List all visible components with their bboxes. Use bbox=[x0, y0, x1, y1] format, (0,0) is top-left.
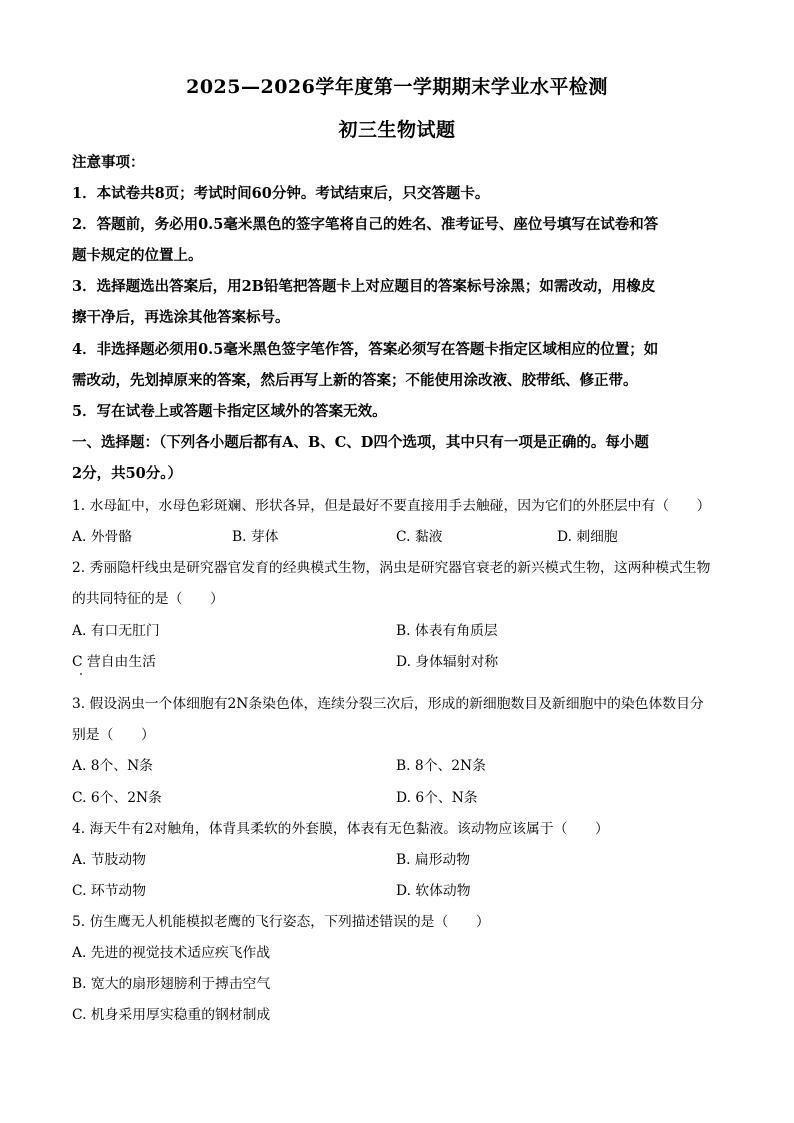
question-4-option-c: C. 环节动物 bbox=[72, 883, 147, 899]
question-2-option-a: A. 有口无肛门 bbox=[72, 623, 160, 639]
question-1-option-c: C. 黏液 bbox=[396, 529, 443, 545]
exam-subtitle: 初三生物试题 bbox=[338, 119, 456, 141]
stray-dot bbox=[80, 673, 82, 675]
question-2-option-c: C 营自由生活 bbox=[72, 654, 156, 670]
question-1-stem: 1. 水母缸中，水母色彩斑斓、形状各异，但是最好不要直接用手去触碰，因为它们的外胚层中有（ ） bbox=[72, 498, 711, 514]
question-4-option-b: B. 扁形动物 bbox=[396, 852, 471, 868]
note-line: 需改动，先划掉原来的答案，然后再写上新的答案；不能使用涂改液、胶带纸、修正带。 bbox=[72, 372, 638, 389]
question-4-option-d: D. 软体动物 bbox=[396, 883, 471, 899]
question-2-option-b: B. 体表有角质层 bbox=[396, 623, 498, 639]
question-1-option-d: D. 刺细胞 bbox=[557, 529, 618, 545]
question-5-option-a: A. 先进的视觉技术适应疾飞作战 bbox=[72, 945, 271, 961]
notes-heading: 注意事项： bbox=[72, 154, 145, 171]
question-5-stem: 5. 仿生鹰无人机能模拟老鹰的飞行姿态，下列描述错误的是（ ） bbox=[72, 914, 490, 930]
question-1-option-a: A. 外骨骼 bbox=[72, 529, 133, 545]
question-2-stem-cont: 的共同特征的是（ ） bbox=[72, 591, 224, 607]
question-3-option-a: A. 8个、N条 bbox=[72, 758, 153, 774]
exam-title: 2025—2026学年度第一学期期末学业水平检测 bbox=[186, 76, 608, 98]
question-3-option-c: C. 6个、2N条 bbox=[72, 790, 162, 806]
section-heading-cont: 2分，共50分。） bbox=[72, 465, 183, 482]
section-heading: 一、选择题：（下列各小题后都有A、B、C、D四个选项，其中只有一项是正确的。每小题 bbox=[72, 434, 649, 451]
question-3-option-b: B. 8个、2N条 bbox=[396, 758, 486, 774]
question-2-option-d: D. 身体辐射对称 bbox=[396, 654, 499, 670]
note-line: 4．非选择题必须用0.5毫米黑色签字笔作答，答案必须写在答题卡指定区域相应的位置；如 bbox=[72, 341, 659, 358]
note-line: 题卡规定的位置上。 bbox=[72, 247, 203, 264]
note-line: 擦干净后，再选涂其他答案标号。 bbox=[72, 309, 290, 326]
question-1-option-b: B. 芽体 bbox=[232, 529, 279, 545]
question-4-stem: 4. 海天牛有2对触角，体背具柔软的外套膜，体表有无色黏液。该动物应该属于（ ） bbox=[72, 821, 609, 837]
question-3-option-d: D. 6个、N条 bbox=[396, 790, 478, 806]
question-4-option-a: A. 节肢动物 bbox=[72, 852, 146, 868]
note-line: 2．答题前，务必用0.5毫米黑色的签字笔将自己的姓名、准考证号、座位号填写在试卷和答 bbox=[72, 216, 659, 233]
note-line: 3．选择题选出答案后，用2B铅笔把答题卡上对应题目的答案标号涂黑；如需改动，用橡皮 bbox=[72, 278, 656, 295]
question-5-option-b: B. 宽大的扇形翅膀利于搏击空气 bbox=[72, 976, 271, 992]
note-line: 1．本试卷共8页；考试时间60分钟。考试结束后，只交答题卡。 bbox=[72, 185, 490, 202]
question-3-stem: 3. 假设涡虫一个体细胞有2N条染色体，连续分裂三次后，形成的新细胞数目及新细胞中的染色体数目分 bbox=[72, 696, 704, 712]
question-5-option-c: C. 机身采用厚实稳重的钢材制成 bbox=[72, 1007, 271, 1023]
note-line: 5．写在试卷上或答题卡指定区域外的答案无效。 bbox=[72, 403, 387, 420]
question-3-stem-cont: 别是（ ） bbox=[72, 727, 155, 743]
question-2-stem: 2. 秀丽隐杆线虫是研究器官发育的经典模式生物，涡虫是研究器官衰老的新兴模式生物，这两种模式生物 bbox=[72, 560, 711, 576]
